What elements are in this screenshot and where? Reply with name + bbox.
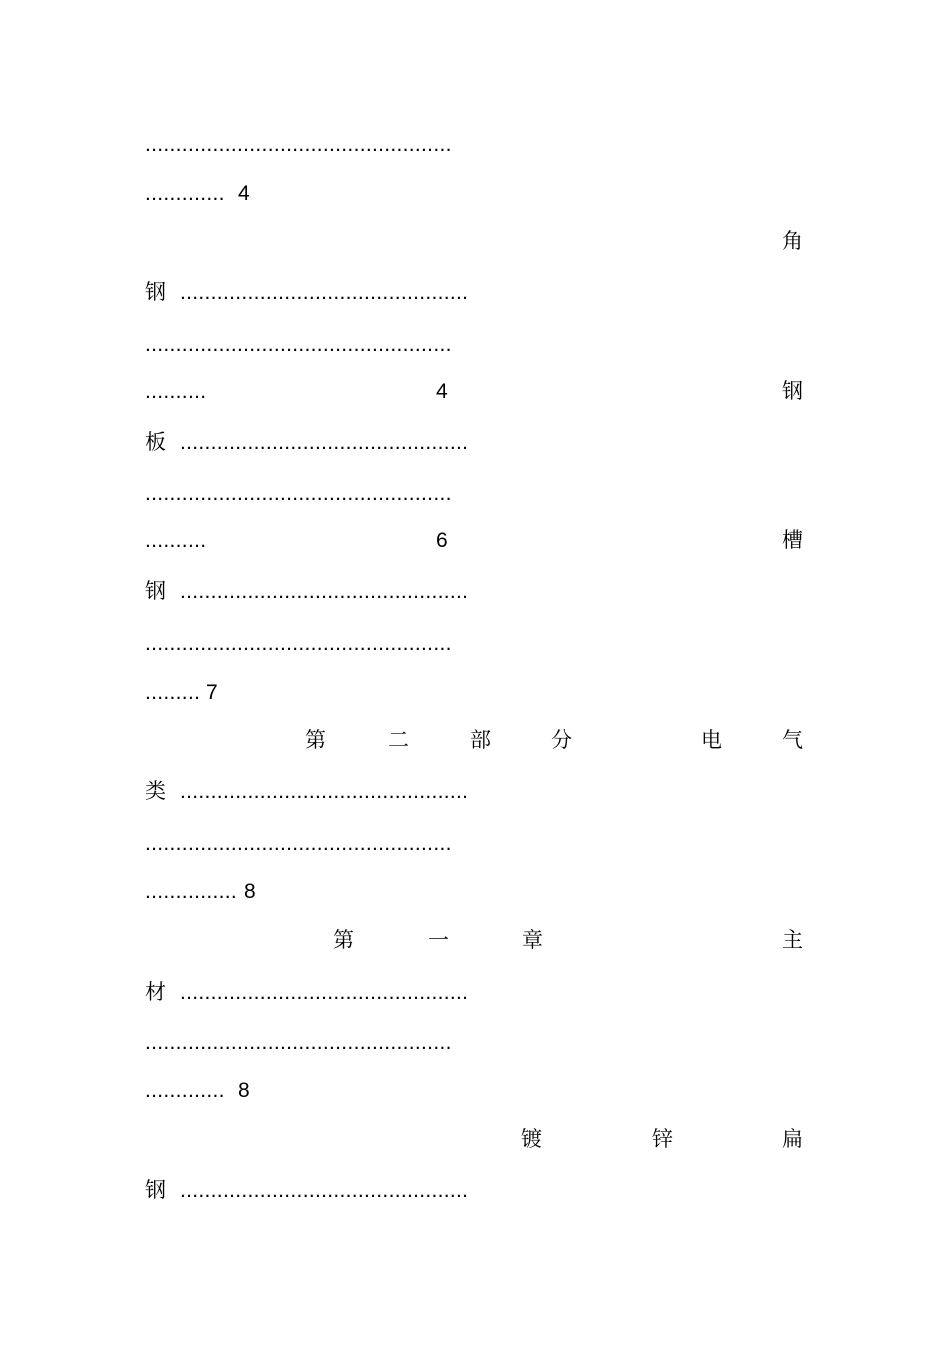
toc-leader-dots: ............................................... xyxy=(180,431,469,454)
toc-entry-char: 钢 xyxy=(782,379,803,403)
toc-page-number: 4 xyxy=(238,182,250,205)
toc-heading-char: 气 xyxy=(782,728,803,752)
toc-heading-char: 一 xyxy=(428,928,449,952)
toc-entry-char: 槽 xyxy=(782,528,803,552)
toc-leader-dots: .................................................. xyxy=(145,632,452,655)
toc-heading-char: 主 xyxy=(782,928,803,952)
toc-leader-dots: ......... xyxy=(145,681,201,704)
toc-leader-dots: ............. xyxy=(145,182,225,205)
toc-entry-char: 角 xyxy=(782,229,803,253)
toc-entry-char: 类 xyxy=(145,779,166,803)
toc-leader-dots: .................................................. xyxy=(145,482,452,505)
toc-entry-char: 扁 xyxy=(782,1127,803,1151)
toc-heading-char: 部 xyxy=(470,728,491,752)
toc-heading-char: 第 xyxy=(305,728,326,752)
toc-leader-dots: ............................................... xyxy=(180,780,469,803)
toc-entry-char: 板 xyxy=(145,430,166,454)
toc-heading-char: 第 xyxy=(333,928,354,952)
toc-heading-char: 电 xyxy=(701,728,722,752)
toc-leader-dots: .................................................. xyxy=(145,832,452,855)
toc-page-number: 6 xyxy=(436,529,448,552)
toc-leader-dots: ............................................... xyxy=(180,981,469,1004)
toc-leader-dots: ............................................... xyxy=(180,1179,469,1202)
toc-entry-char: 钢 xyxy=(145,1178,166,1202)
toc-page-number: 4 xyxy=(436,380,448,403)
toc-leader-dots: .................................................. xyxy=(145,333,452,356)
toc-page-number: 8 xyxy=(238,1079,250,1102)
toc-leader-dots: .......... xyxy=(145,529,207,552)
toc-leader-dots: ............. xyxy=(145,1079,225,1102)
toc-entry-char: 镀 xyxy=(521,1127,542,1151)
toc-page-number: 8 xyxy=(244,880,256,903)
toc-leader-dots: .................................................. xyxy=(145,133,452,156)
toc-leader-dots: ............................................... xyxy=(180,580,469,603)
toc-heading-char: 分 xyxy=(551,728,572,752)
toc-entry-char: 钢 xyxy=(145,280,166,304)
toc-page-number: 7 xyxy=(206,681,218,704)
toc-heading-char: 章 xyxy=(522,928,543,952)
toc-heading-char: 二 xyxy=(388,728,409,752)
toc-leader-dots: ............... xyxy=(145,880,238,903)
toc-leader-dots: .................................................. xyxy=(145,1031,452,1054)
toc-entry-char: 材 xyxy=(145,980,166,1004)
toc-leader-dots: ............................................... xyxy=(180,281,469,304)
toc-entry-char: 锌 xyxy=(652,1127,673,1151)
toc-entry-char: 钢 xyxy=(145,579,166,603)
toc-leader-dots: .......... xyxy=(145,380,207,403)
